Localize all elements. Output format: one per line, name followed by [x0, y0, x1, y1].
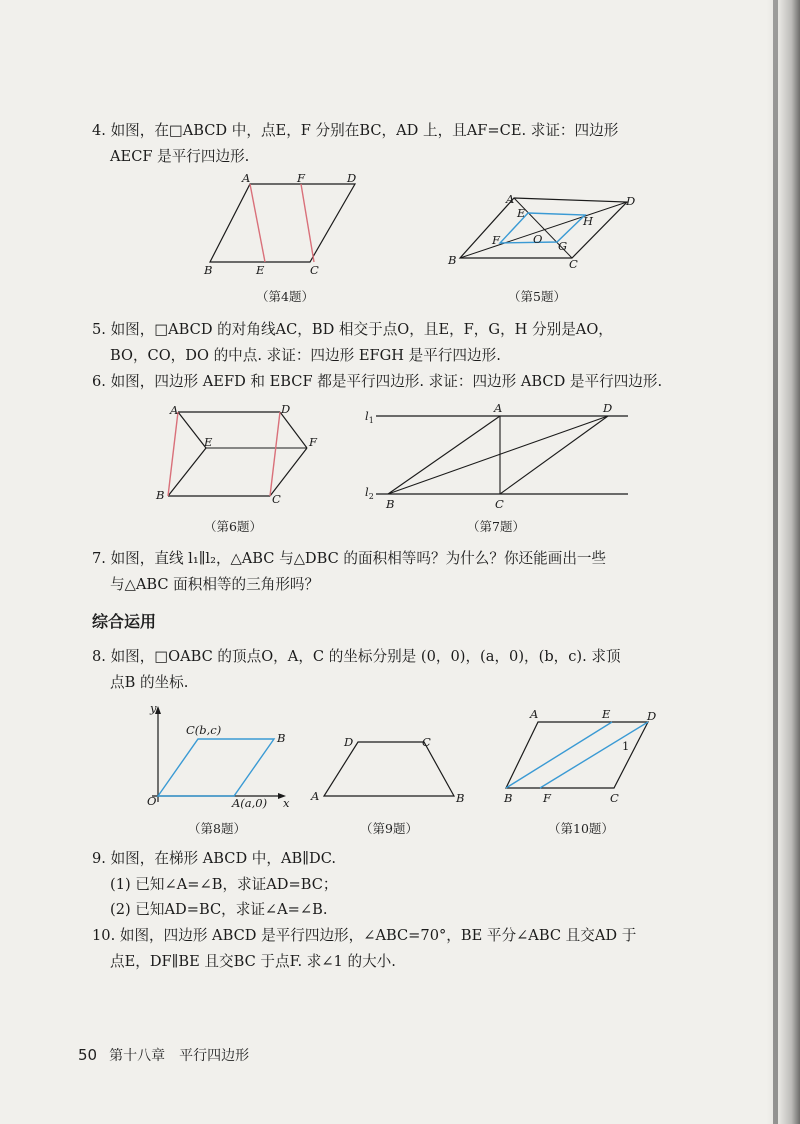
problem-6-line-1: 6. 如图，四边形 AEFD 和 EBCF 都是平行四边形. 求证：四边形 ABCD 是平行四边形. — [92, 373, 663, 390]
caption-figure-5: （第5题） — [508, 289, 566, 304]
problem-7-line-1: 7. 如图，直线 l₁∥l₂，△ABC 与△DBC 的面积相等吗？为什么？你还能画出一些 — [92, 550, 607, 567]
fig5-label-c: C — [569, 257, 578, 271]
fig5-label-a: A — [506, 192, 515, 206]
caption-figure-8: （第8题） — [188, 821, 246, 836]
problem-8-line-2: 点B 的坐标. — [110, 674, 189, 691]
problem-9-subpart-1: (1) 已知∠A=∠B，求证AD=BC； — [110, 876, 338, 893]
chapter-title: 平行四边形 — [179, 1048, 250, 1064]
fig4-label-d: D — [347, 171, 357, 185]
problem-9-subpart-2: (2) 已知AD=BC，求证∠A=∠B. — [110, 901, 328, 918]
fig8-label-y: y — [150, 701, 157, 715]
fig4-label-e: E — [256, 263, 265, 277]
page-number: 50 — [78, 1046, 98, 1064]
fig7-label-b: B — [386, 497, 395, 511]
section-heading: 综合运用 — [92, 612, 157, 631]
fig4-label-b: B — [204, 263, 213, 277]
figure-10 — [498, 704, 668, 808]
fig8-label-a: A(a,0) — [232, 796, 268, 810]
figure-8 — [144, 702, 294, 814]
fig10-label-b: B — [504, 791, 513, 805]
figure-6 — [150, 400, 325, 515]
page-footer — [78, 1045, 249, 1065]
chapter-label: 第十八章 — [109, 1048, 166, 1064]
fig7-label-a: A — [494, 401, 503, 415]
fig6-label-b: B — [156, 488, 165, 502]
fig4-label-c: C — [310, 263, 319, 277]
fig10-label-e: E — [602, 707, 611, 721]
caption-figure-4: （第4题） — [256, 289, 314, 304]
problem-4-line-1: 4. 如图，在□ABCD 中，点E，F 分别在BC，AD 上，且AF=CE. 求证：四边形 — [92, 122, 619, 139]
figure-4 — [196, 170, 376, 282]
fig7-label-d: D — [603, 401, 613, 415]
fig10-label-angle-1: 1 — [622, 739, 630, 753]
caption-figure-9: （第9题） — [360, 821, 418, 836]
fig10-label-c: C — [610, 791, 619, 805]
problem-10-line-2: 点E，DF∥BE 且交BC 于点F. 求∠1 的大小. — [110, 953, 396, 970]
figure-7 — [360, 402, 632, 514]
problem-5-line-1: 5. 如图，□ABCD 的对角线AC，BD 相交于点O，且E，F，G，H 分别是AO， — [92, 321, 613, 338]
problem-10-line-1: 10. 如图，四边形 ABCD 是平行四边形，∠ABC=70°，BE 平分∠ABC 且交AD 于 — [92, 927, 637, 944]
page-edge-shadow — [766, 0, 800, 1124]
problem-4-line-2: AECF 是平行四边形. — [110, 148, 250, 165]
fig5-label-e: E — [517, 206, 526, 220]
fig6-label-f: F — [309, 435, 317, 449]
fig4-label-f: F — [297, 171, 305, 185]
fig6-label-e: E — [204, 435, 213, 449]
problem-5-line-2: BO，CO，DO 的中点. 求证：四边形 EFGH 是平行四边形. — [110, 347, 501, 364]
problem-9-line-1: 9. 如图，在梯形 ABCD 中，AB∥DC. — [92, 850, 336, 867]
fig8-label-c: C(b,c) — [186, 723, 222, 737]
fig10-label-d: D — [647, 709, 657, 723]
fig8-label-o: O — [147, 794, 157, 808]
binding-edge — [773, 0, 778, 1124]
fig7-label-l1: $l_1$ — [365, 409, 374, 425]
problem-8-line-1: 8. 如图，□OABC 的顶点O，A，C 的坐标分别是 (0，0)，(a，0)，(b，c). 求顶 — [92, 648, 621, 665]
problem-7-line-2: 与△ABC 面积相等的三角形吗？ — [110, 576, 320, 593]
fig5-label-f: F — [492, 233, 500, 247]
fig9-label-d: D — [344, 735, 354, 749]
fig7-label-l2: $l_2$ — [365, 485, 374, 501]
figure-5 — [444, 186, 644, 276]
fig9-label-b: B — [456, 791, 465, 805]
fig5-label-g: G — [558, 239, 568, 253]
fig7-label-c: C — [495, 497, 504, 511]
fig6-label-c: C — [272, 492, 281, 506]
fig5-label-d: D — [626, 194, 636, 208]
fig6-label-d: D — [281, 402, 291, 416]
fig10-label-f: F — [543, 791, 551, 805]
caption-figure-6: （第6题） — [204, 519, 262, 534]
fig5-label-b: B — [448, 253, 457, 267]
figure-9 — [306, 730, 476, 810]
fig10-label-a: A — [530, 707, 539, 721]
fig8-label-x: x — [283, 796, 290, 810]
fig4-label-a: A — [242, 171, 251, 185]
fig5-label-h: H — [583, 214, 594, 228]
fig9-label-c: C — [422, 735, 431, 749]
caption-figure-7: （第7题） — [467, 519, 525, 534]
fig8-label-b: B — [277, 731, 286, 745]
fig9-label-a: A — [311, 789, 320, 803]
caption-figure-10: （第10题） — [548, 821, 614, 836]
fig5-label-o: O — [533, 232, 543, 246]
fig6-label-a: A — [170, 403, 179, 417]
